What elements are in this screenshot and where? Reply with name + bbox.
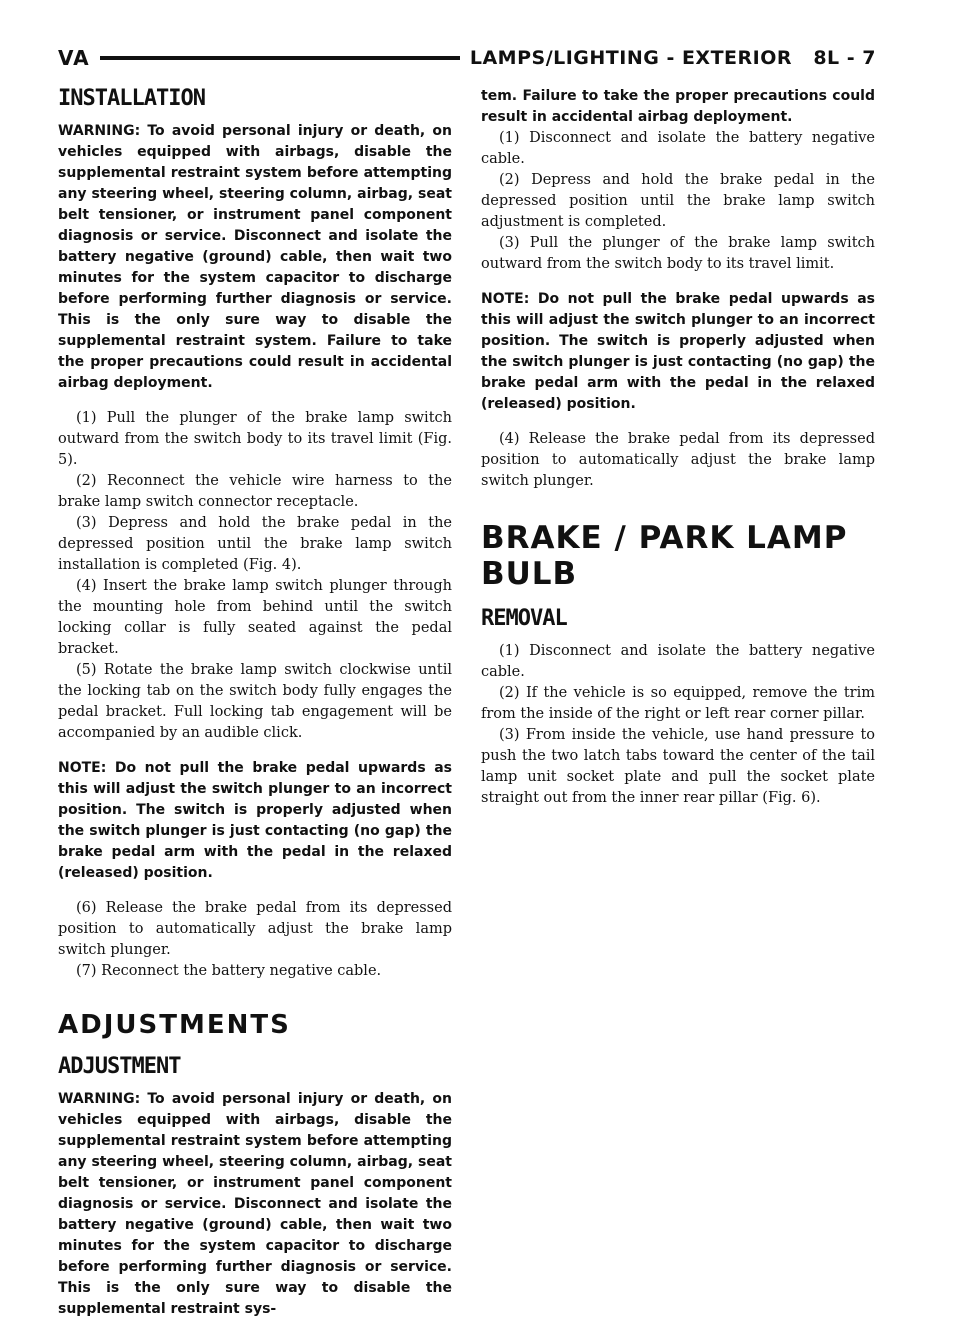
right-column	[481, 86, 875, 809]
adjustment-step: (3) Pull the plunger of the brake lamp switch outward from the switch body to its travel limit.	[481, 235, 875, 272]
installation-warning: WARNING: To avoid personal injury or death, on vehicles equipped with airbags, disable the supplemental restraint system before attempting any steering wheel, steering column, airbag, seat belt tensioner, or instrument panel component diagnosis or service. Disconnect and isolate the battery negative (ground) cable, then wait two minutes for the system capacitor to discharge before performing further diagnosis or service. This is the only sure way to disable the supplemental restraint system. Failure to take the proper precautions could result in accidental airbag deployment.	[58, 123, 452, 391]
header-rule	[100, 56, 460, 60]
installation-step: (4) Insert the brake lamp switch plunger through the mounting hole from behind until the switch locking collar is fully seated against the pedal bracket.	[58, 578, 452, 657]
removal-step: (3) From inside the vehicle, use hand pressure to push the two latch tabs toward the center of the tail lamp unit socket plate and pull the socket plate straight out from the inner rear pillar (Fig. 6).	[481, 727, 875, 806]
removal-step: (2) If the vehicle is so equipped, remove the trim from the inside of the right or left rear corner pillar.	[481, 685, 875, 722]
adjustment-warning-continued: tem. Failure to take the proper precautions could result in accidental airbag deployment.	[481, 88, 875, 125]
installation-step: (5) Rotate the brake lamp switch clockwise until the locking tab on the switch body fully engages the pedal bracket. Full locking tab engagement will be accompanied by an audible click.	[58, 662, 452, 741]
adjustment-warning: WARNING: To avoid personal injury or death, on vehicles equipped with airbags, disable the supplemental restraint system before attempting any steering wheel, steering column, airbag, seat belt tensioner, or instrument panel component diagnosis or service. Disconnect and isolate the battery negative (ground) cable, then wait two minutes for the system capacitor to discharge before performing further diagnosis or service. This is the only sure way to disable the supplemental restraint sys-	[58, 1091, 452, 1317]
installation-step: (1) Pull the plunger of the brake lamp switch outward from the switch body to its travel limit (Fig. 5).	[58, 410, 452, 468]
page-header	[58, 42, 876, 74]
installation-step: (7) Reconnect the battery negative cable.	[76, 963, 382, 979]
header-model-code: VA	[58, 46, 90, 70]
installation-note: NOTE: Do not pull the brake pedal upwards as this will adjust the switch plunger to an incorrect position. The switch is properly adjusted when the switch plunger is just contacting (no gap) the brake pedal arm with the pedal in the relaxed (released) position.	[58, 760, 452, 881]
brake-park-lamp-bulb-heading: BRAKE / PARK LAMP BULB	[481, 520, 848, 592]
left-column	[58, 86, 452, 1334]
adjustment-step: (1) Disconnect and isolate the battery negative cable.	[481, 130, 875, 167]
removal-step: (1) Disconnect and isolate the battery negative cable.	[481, 643, 875, 680]
installation-step: (3) Depress and hold the brake pedal in the depressed position until the brake lamp switch installation is completed (Fig. 4).	[58, 515, 452, 573]
removal-heading: REMOVAL	[481, 606, 567, 631]
installation-heading: INSTALLATION	[58, 86, 205, 111]
installation-step: (6) Release the brake pedal from its depressed position to automatically adjust the brake lamp switch plunger.	[58, 900, 452, 958]
adjustment-step: (4) Release the brake pedal from its depressed position to automatically adjust the brake lamp switch plunger.	[481, 431, 875, 489]
header-section-title: LAMPS/LIGHTING - EXTERIOR 8L - 7	[469, 47, 876, 69]
adjustment-step: (2) Depress and hold the brake pedal in the depressed position until the brake lamp switch adjustment is completed.	[481, 172, 875, 230]
adjustment-note: NOTE: Do not pull the brake pedal upwards as this will adjust the switch plunger to an incorrect position. The switch is properly adjusted when the switch plunger is just contacting (no gap) the brake pedal arm with the pedal in the relaxed (released) position.	[481, 291, 875, 412]
adjustments-heading: ADJUSTMENTS	[58, 1010, 291, 1040]
adjustment-heading: ADJUSTMENT	[58, 1054, 181, 1079]
installation-step: (2) Reconnect the vehicle wire harness to the brake lamp switch connector receptacle.	[58, 473, 452, 510]
